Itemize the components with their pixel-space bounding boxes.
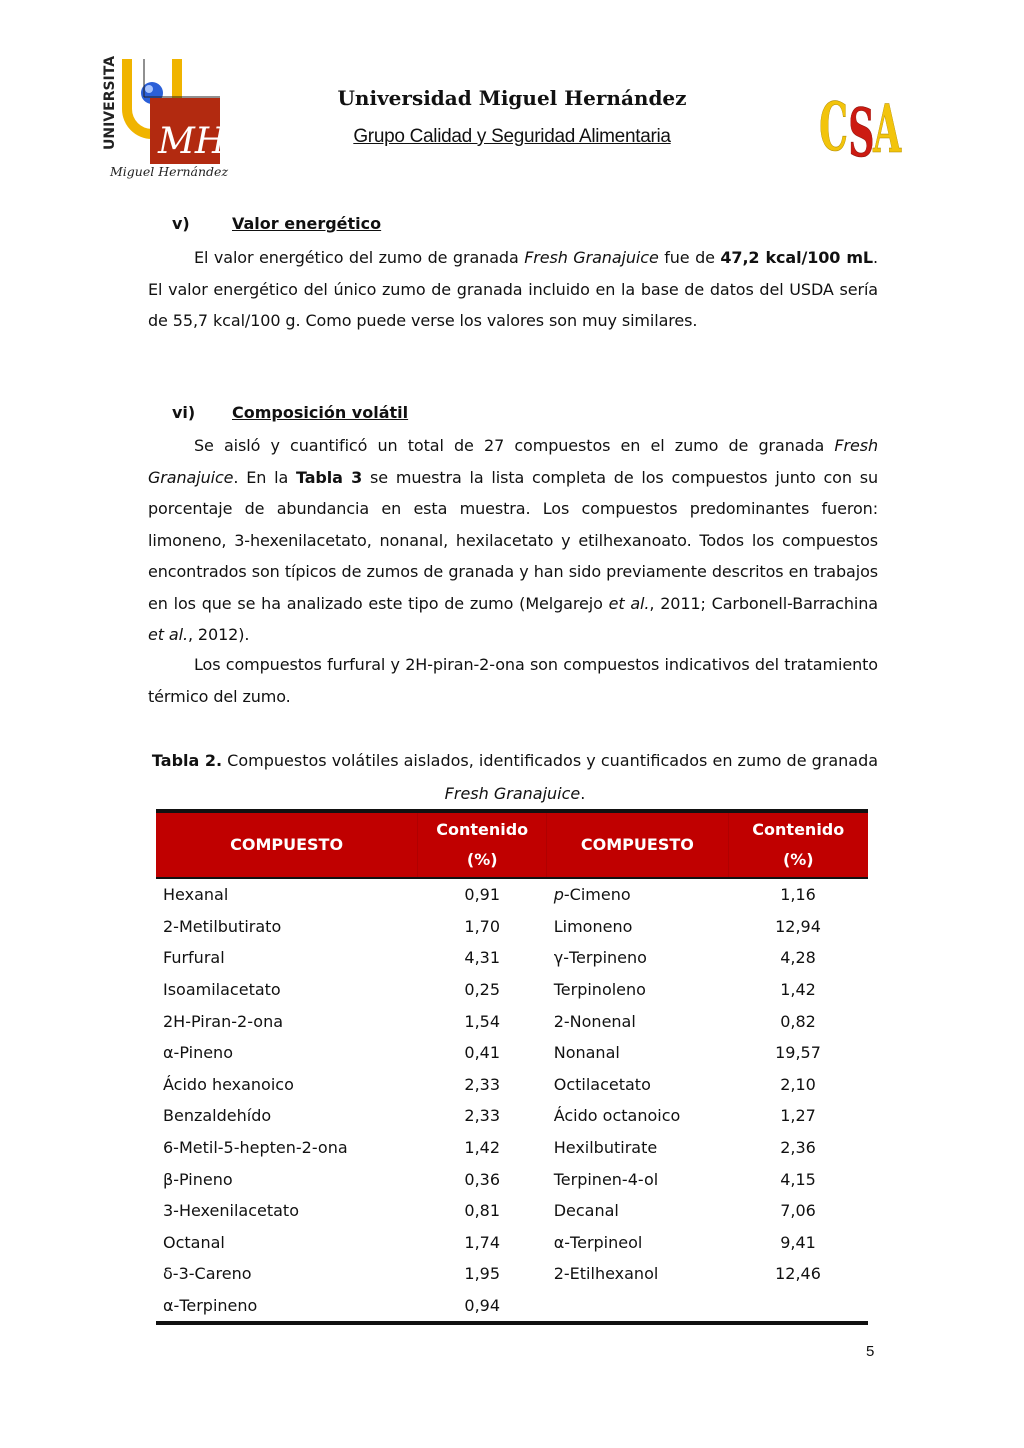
- compound-name: 2H-Piran-2-ona: [163, 1011, 284, 1031]
- compound-name: 3-Hexenilacetato: [163, 1201, 299, 1221]
- table-row: [156, 1227, 868, 1259]
- header-compound-left: COMPUESTO: [156, 811, 418, 878]
- compound-name: δ-3-Careno: [163, 1264, 252, 1284]
- compound-content: 19,57: [775, 1043, 821, 1063]
- header-compound-right: COMPUESTO: [547, 811, 728, 878]
- svg-text:S: S: [848, 94, 875, 165]
- compound-name: Decanal: [553, 1201, 619, 1221]
- section-title: Composición volátil: [232, 403, 409, 422]
- table-row: [156, 942, 868, 974]
- compound-name: Terpinen-4-ol: [553, 1169, 659, 1189]
- table-row: [156, 1069, 868, 1101]
- section-number: vi): [172, 403, 196, 422]
- table-row: [156, 1037, 868, 1069]
- table-caption: Tabla 2. Compuestos volátiles aislados, identificados y cuantificados en zumo de granada Fresh Granajuice.: [151, 751, 879, 803]
- compound-name: Ácido hexanoico: [163, 1074, 294, 1094]
- compound-content: 7,06: [780, 1201, 816, 1221]
- svg-text:UNIVERSITAS: UNIVERSITAS: [102, 55, 118, 150]
- paragraph-volatile-2: Los compuestos furfural y 2H-piran-2-ona son compuestos indicativos del tratamiento térmico del zumo.: [148, 655, 878, 706]
- compound-name: Limoneno: [553, 916, 633, 936]
- compound-content: 4,31: [464, 948, 501, 968]
- compound-content: 0,81: [464, 1201, 501, 1221]
- compound-content: 2,36: [780, 1138, 816, 1158]
- csa-group-logo-icon: [818, 70, 913, 165]
- compound-content: 0,41: [464, 1043, 501, 1063]
- compound-name: Octanal: [163, 1232, 225, 1252]
- svg-text:A: A: [873, 90, 902, 165]
- compound-content: 4,28: [780, 948, 816, 968]
- table-row: [156, 1100, 868, 1132]
- compound-content: 2,10: [780, 1074, 816, 1094]
- compound-name: α-Terpineol: [553, 1232, 643, 1252]
- compound-name: 2-Nonenal: [553, 1011, 636, 1031]
- compound-name: 2-Metilbutirato: [163, 916, 282, 936]
- compound-content: 0,25: [464, 980, 501, 1000]
- compound-content: 12,94: [775, 916, 821, 936]
- paragraph-volatile-1: Se aisló y cuantificó un total de 27 compuestos en el zumo de granada Fresh Granajuice. En la Tabla 3 se muestra la lista completa de los compuestos junto con su porcentaje de abundancia en esta muestra. Los compuestos predominantes fueron: limoneno, 3-hexenilacetato, nonanal, hexilacetato y etilhexanoato. Todos los compuestos encontrados son típicos de zumos de granada y han sido previamente descritos en trabajos en los que se ha analizado este tipo de zumo (Melgarejo et al., 2011; Carbonell-Barrachina et al., 2012).: [148, 436, 879, 644]
- table-row: [156, 911, 868, 943]
- compound-content: 0,94: [418, 1290, 547, 1324]
- compound-name: Benzaldehído: [163, 1106, 272, 1126]
- compound-name: β-Pineno: [163, 1169, 233, 1189]
- compound-name: γ-Terpineno: [553, 948, 647, 968]
- compound-name: Terpinoleno: [553, 980, 646, 1000]
- compound-content: 0,91: [464, 885, 501, 905]
- compound-content: 1,42: [464, 1138, 501, 1158]
- table-row: [156, 1005, 868, 1037]
- compound-content: 1,74: [464, 1232, 501, 1252]
- compound-name: 6-Metil-5-hepten-2-ona: [163, 1138, 348, 1158]
- svg-text:MH: MH: [158, 121, 227, 162]
- compound-content: 12,46: [775, 1264, 821, 1284]
- compound-name: Hexanal: [163, 885, 229, 905]
- table-header-row: [156, 811, 868, 878]
- section-heading-volatile: [172, 403, 408, 422]
- table-row: [156, 1195, 868, 1227]
- compound-name: Hexilbutirate: [553, 1138, 658, 1158]
- paragraph-energy: El valor energético del zumo de granada Fresh Granajuice fue de 47,2 kcal/100 mL. El valor energético del único zumo de granada incluido en la base de datos del USDA sería de 55,7 kcal/100 g. Como puede verse los valores son muy similares.: [148, 248, 878, 330]
- compound-name: Octilacetato: [553, 1074, 651, 1094]
- section-heading-energy: [172, 214, 381, 233]
- table-row: [156, 1258, 868, 1290]
- institution-title: Universidad Miguel Hernández: [337, 86, 687, 110]
- umh-university-logo-icon: [100, 55, 230, 180]
- compound-content: 9,41: [780, 1232, 816, 1252]
- compound-name: p-Cimeno: [553, 885, 631, 905]
- header-content-right: Contenido (%): [728, 811, 868, 878]
- compound-content: 2,33: [464, 1106, 501, 1126]
- svg-text:C: C: [819, 88, 848, 165]
- page-number: 5: [866, 1343, 875, 1360]
- compound-content: 1,42: [780, 980, 816, 1000]
- table-row: [156, 878, 868, 911]
- compound-name: α-Pineno: [163, 1043, 233, 1063]
- compound-name: 2-Etilhexanol: [553, 1264, 659, 1284]
- compound-content: 0,36: [464, 1169, 501, 1189]
- volatile-compounds-table: [156, 809, 868, 1325]
- compound-name: Nonanal: [553, 1043, 620, 1063]
- section-number: v): [172, 214, 190, 233]
- compound-content: 1,95: [464, 1264, 501, 1284]
- compound-name: Furfural: [163, 948, 225, 968]
- compound-content: [728, 1290, 868, 1324]
- compound-content: 1,16: [780, 885, 816, 905]
- compound-content: 0,82: [780, 1011, 816, 1031]
- section-title: Valor energético: [232, 214, 382, 233]
- compound-name: Isoamilacetato: [163, 980, 281, 1000]
- compound-name: [547, 1290, 728, 1324]
- table-row: [156, 974, 868, 1006]
- table-row: [156, 1132, 868, 1164]
- compound-content: 2,33: [464, 1074, 501, 1094]
- compound-content: 1,70: [464, 916, 501, 936]
- group-subtitle: Grupo Calidad y Seguridad Alimentaria: [353, 126, 671, 147]
- table-row: [156, 1290, 868, 1324]
- compound-content: 1,54: [464, 1011, 501, 1031]
- header-content-left: Contenido (%): [418, 811, 547, 878]
- compound-content: 4,15: [780, 1169, 816, 1189]
- compound-name: α-Terpineno: [156, 1290, 418, 1324]
- compound-name: Ácido octanoico: [553, 1106, 681, 1126]
- compound-content: 1,27: [780, 1106, 816, 1126]
- svg-text:Miguel Hernández: Miguel Hernández: [110, 164, 229, 179]
- table-row: [156, 1163, 868, 1195]
